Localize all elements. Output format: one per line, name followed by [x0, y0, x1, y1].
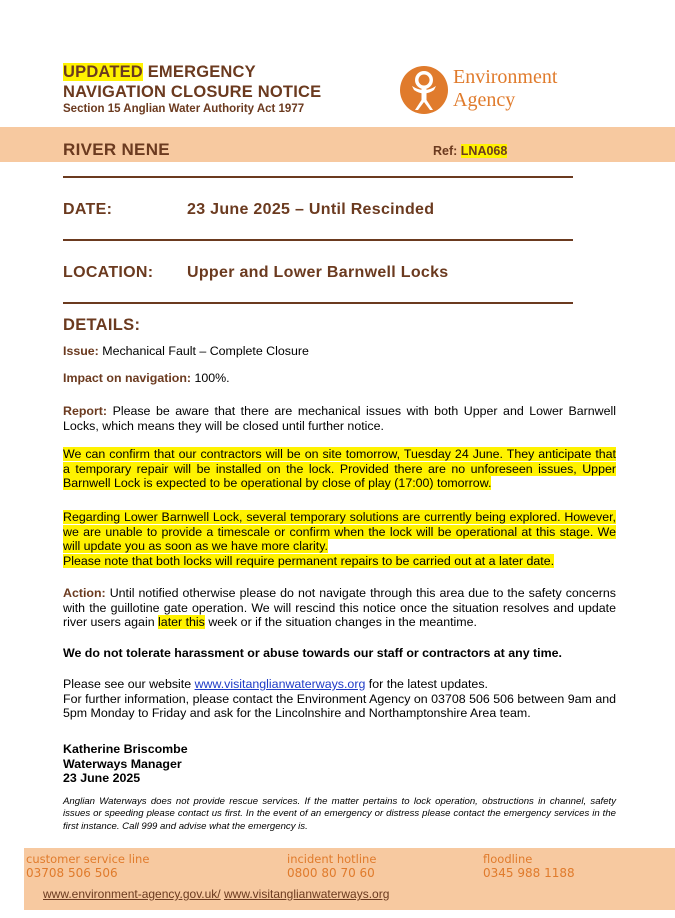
- logo-line2: Agency: [453, 89, 516, 111]
- footer-links: [43, 887, 389, 901]
- impact-line: [63, 371, 616, 386]
- contact-text: For further information, please contact the Environment Agency on 03708 506 506 between 9am and 5pm Monday to Friday and ask for the Lincolnshire and Northamptonshire Area team.: [63, 691, 616, 721]
- report-text: Please be aware that there are mechanical issues with both Upper and Lower Barnwell Locks, which means they will be closed until further notice.: [63, 404, 616, 433]
- date-label: DATE:: [63, 201, 113, 218]
- environment-agency-logo-text: [453, 66, 557, 112]
- issue-value: Mechanical Fault – Complete Closure: [98, 344, 309, 358]
- signatory-name: Katherine Briscombe: [63, 742, 188, 756]
- update-paragraph-1: [63, 447, 616, 491]
- divider: [63, 176, 573, 178]
- ref-label: Ref:: [433, 144, 461, 158]
- issue-line: [63, 344, 616, 359]
- report-paragraph: [63, 404, 616, 433]
- environment-agency-link[interactable]: www.environment-agency.gov.uk/: [43, 887, 221, 901]
- customer-service-label: customer service line: [26, 852, 150, 866]
- notice-subtitle: Section 15 Anglian Water Authority Act 1977: [63, 103, 305, 115]
- issue-label: Issue:: [63, 344, 99, 358]
- action-paragraph: [63, 586, 616, 630]
- disclaimer: Anglian Waterways does not provide rescue services. If the matter pertains to lock operation, obstructions in channel, safety issues or speeding please contact us first. In the event of an emergency or distress please contact the emergency services in the first instance. Call 999 and advise what the emergency is.: [63, 796, 616, 832]
- floodline-label: floodline: [483, 852, 533, 866]
- details-heading: DETAILS:: [63, 316, 141, 334]
- action-text-2: week or if the situation changes in the meantime.: [204, 615, 477, 630]
- river-name: RIVER NENE: [63, 140, 170, 159]
- contact-paragraph: [63, 677, 616, 721]
- location-value: Upper and Lower Barnwell Locks: [187, 264, 449, 281]
- title-updated-highlight: UPDATED: [63, 63, 143, 81]
- logo-line1: Environment: [453, 66, 558, 88]
- location-label: LOCATION:: [63, 264, 154, 281]
- title-line1: EMERGENCY: [142, 63, 256, 81]
- signature-date: 23 June 2025: [63, 771, 141, 786]
- date-value: 23 June 2025 – Until Rescinded: [187, 201, 435, 218]
- title-line2: NAVIGATION CLOSURE NOTICE: [63, 83, 322, 101]
- action-highlight: later this: [158, 615, 205, 630]
- impact-value: 100%.: [191, 371, 230, 385]
- ref-value: LNA068: [460, 144, 508, 158]
- report-label: Report:: [63, 404, 108, 418]
- reference: [433, 144, 507, 158]
- update-paragraph-2: [63, 510, 616, 568]
- impact-label: Impact on navigation:: [63, 371, 192, 385]
- divider: [63, 302, 573, 304]
- update3-text: Please note that both locks will require permanent repairs to be carried out at a later date.: [63, 553, 555, 568]
- action-label: Action:: [63, 586, 106, 600]
- divider: [63, 239, 573, 241]
- harassment-notice: We do not tolerate harassment or abuse towards our staff or contractors at any time.: [63, 646, 562, 660]
- notice-title: [63, 62, 321, 102]
- visitanglianwaterways-link[interactable]: www.visitanglianwaterways.org: [223, 887, 390, 901]
- signatory-role: Waterways Manager: [63, 756, 182, 771]
- signature-block: [63, 742, 188, 786]
- website-post: for the latest updates.: [365, 677, 488, 691]
- customer-service-number: 03708 506 506: [26, 866, 118, 880]
- action-text-1: Until notified otherwise please do not navigate through this area due to the safety concerns with the guillotine gate operation. We will rescind this notice once the situation resolves and update river users again: [63, 586, 616, 630]
- update1-text: We can confirm that our contractors will be on site tomorrow, Tuesday 24 June. They anticipate that a temporary repair will be installed on the lock. Provided there are no unforeseen issues, Upper Barnwell Lock is expected to be operational by close of play (17:00) tomorrow.: [63, 447, 616, 491]
- floodline-number: 0345 988 1188: [483, 866, 575, 880]
- incident-hotline-label: incident hotline: [287, 852, 377, 866]
- incident-hotline-number: 0800 80 70 60: [287, 866, 375, 880]
- update2-text: Regarding Lower Barnwell Lock, several temporary solutions are currently being explored. However, we are unable to provide a timescale or confirm when the lock will be operational at this stage. We will update you as soon as we have more clarity.: [63, 510, 616, 554]
- environment-agency-logo-icon: [398, 64, 450, 116]
- website-pre: Please see our website: [63, 677, 195, 691]
- website-link[interactable]: www.visitanglianwaterways.org: [194, 677, 366, 691]
